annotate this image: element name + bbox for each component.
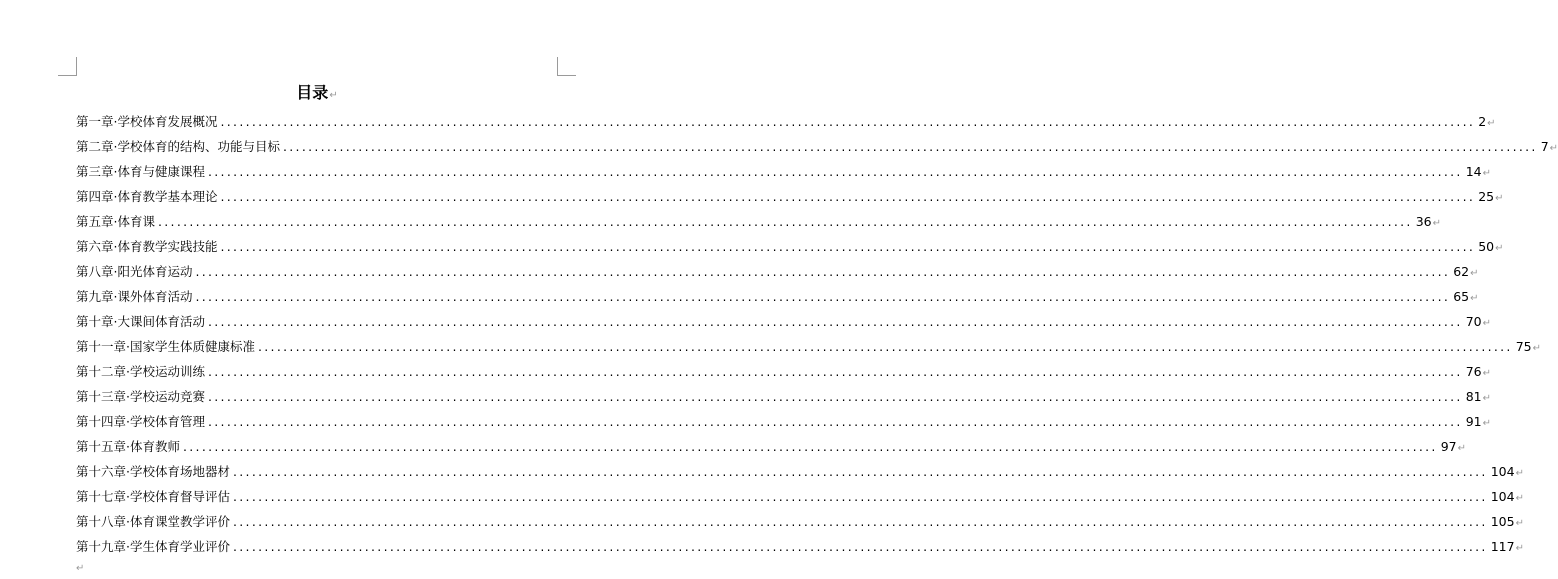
toc-entry-chapter: 第十一章 [76,339,127,354]
toc-entry-separator: · [126,364,130,379]
paragraph-mark-icon: ↵ [329,90,338,101]
toc-leader-dots: ........................................................................................................................................................................................................ [283,139,1538,154]
toc-entry-page: 75 [1515,339,1532,354]
toc-entry-title: 体育教学基本理论 [117,189,218,204]
toc-entry-label [76,262,193,282]
toc-entry-label [76,412,205,432]
toc-entry-label [76,312,205,332]
toc-entry[interactable] [76,137,1558,162]
toc-leader-dots: ........................................................................................................................................................................................................ [195,264,1451,279]
toc-entry-chapter: 第八章 [76,264,114,279]
toc-entry-chapter: 第十七章 [76,489,127,504]
toc-entry[interactable] [76,487,1524,512]
toc-entry-separator: · [113,264,118,279]
toc-entry[interactable] [76,162,1491,187]
toc-entry-page: 2 [1478,114,1487,129]
paragraph-mark-icon: ↵ [1482,393,1491,404]
toc-title-text: 目录 [296,83,329,102]
toc-entry-page: 62 [1453,264,1470,279]
toc-entry[interactable] [76,187,1504,212]
paragraph-mark-icon: ↵ [1482,368,1491,379]
toc-entry-chapter: 第九章 [76,289,114,304]
toc-entry-page: 104 [1490,489,1515,504]
toc-entry-chapter: 第十四章 [76,414,127,429]
paragraph-mark-icon: ↵ [1482,418,1491,429]
toc-entry[interactable] [76,512,1524,537]
toc-entry-page: 7 [1540,139,1549,154]
toc-entry-separator: · [113,214,118,229]
toc-entry-title: 体育教师 [130,439,181,454]
toc-entry[interactable] [76,387,1491,412]
toc-entry-page: 97 [1440,439,1457,454]
toc-entry-title: 体育与健康课程 [117,164,206,179]
toc-leader-dots: ........................................................................................................................................................................................................ [233,514,1488,529]
toc-entry-separator: · [113,164,118,179]
toc-entry-title: 体育课 [117,214,156,229]
toc-leader-dots: ........................................................................................................................................................................................................ [195,289,1451,304]
paragraph-mark-icon: ↵ [1515,493,1524,504]
toc-leader-dots: ........................................................................................................................................................................................................ [208,389,1463,404]
toc-leader-dots: ........................................................................................................................................................................................................ [208,314,1463,329]
toc-entry-label [76,387,205,407]
toc-entry[interactable] [76,412,1491,437]
toc-entry-chapter: 第十九章 [76,539,127,554]
toc-leader-dots: ........................................................................................................................................................................................................ [208,414,1463,429]
toc-entry-chapter: 第十二章 [76,364,127,379]
toc-entry-chapter: 第二章 [76,139,114,154]
toc-entry-page: 14 [1465,164,1482,179]
paragraph-mark-icon: ↵ [1495,243,1504,254]
paragraph-mark-icon: ↵ [1515,543,1524,554]
toc-entry-chapter: 第十八章 [76,514,127,529]
toc-entry-separator: · [113,114,118,129]
toc-entry-title: 阳光体育运动 [117,264,193,279]
toc-entry-title: 学校运动训练 [130,364,206,379]
toc-leader-dots: ........................................................................................................................................................................................................ [258,339,1513,354]
toc-entry-title: 学校体育管理 [130,414,206,429]
paragraph-mark-icon: ↵ [1515,468,1524,479]
toc-entry-chapter: 第六章 [76,239,114,254]
toc-entry-page: 25 [1478,189,1495,204]
toc-entry-label [76,187,218,207]
toc-entry-separator: · [113,139,118,154]
toc-entry-separator: · [113,289,118,304]
toc-entry[interactable] [76,262,1479,287]
toc-entry-title: 课外体育活动 [117,289,193,304]
crop-mark-top-right [557,57,576,76]
toc-entry-separator: · [126,414,130,429]
toc-entry[interactable] [76,337,1541,362]
toc-entry-separator: · [126,439,130,454]
toc-entry-page: 70 [1465,314,1482,329]
paragraph-mark-icon: ↵ [1515,518,1524,529]
toc-entry[interactable] [76,437,1466,462]
paragraph-mark-icon: ↵ [1470,268,1479,279]
toc-entry-label [76,162,205,182]
toc-entry-title: 学校体育发展概况 [117,114,218,129]
paragraph-mark-icon: ↵ [1457,443,1466,454]
toc-entry-chapter: 第五章 [76,214,114,229]
toc-entry-title: 国家学生体质健康标准 [130,339,256,354]
toc-entry-title: 学生体育学业评价 [130,539,231,554]
crop-mark-top-left [58,57,77,76]
toc-entry-label [76,462,230,482]
toc-entry-page: 105 [1490,514,1515,529]
toc-entry-chapter: 第十五章 [76,439,127,454]
toc-leader-dots: ........................................................................................................................................................................................................ [208,164,1463,179]
toc-entry-page: 36 [1415,214,1432,229]
toc-entry-chapter: 第三章 [76,164,114,179]
toc-entry-separator: · [113,239,118,254]
toc-entry[interactable] [76,287,1479,312]
toc-entry-title: 体育课堂教学评价 [130,514,231,529]
paragraph-mark-icon: ↵ [1487,118,1496,129]
toc-entry-separator: · [126,489,130,504]
toc-entry-label [76,487,230,507]
toc-entry-label [76,537,230,557]
toc-entry[interactable] [76,237,1504,262]
toc-entry[interactable] [76,362,1491,387]
toc-entry-title: 学校体育督导评估 [130,489,231,504]
toc-entry-label [76,287,193,307]
toc-entry-label [76,337,255,357]
toc-entry-title: 学校运动竞赛 [130,389,206,404]
toc-entry-page: 104 [1490,464,1515,479]
toc-entry-page: 76 [1465,364,1482,379]
paragraph-mark-icon: ↵ [1532,343,1541,354]
toc-entry[interactable] [76,312,1491,337]
toc-entry-title: 大课间体育活动 [117,314,206,329]
toc-entry-separator: · [126,339,130,354]
paragraph-mark-icon: ↵ [1482,318,1491,329]
toc-entry-page: 117 [1490,539,1515,554]
toc-entry-title: 学校体育场地器材 [130,464,231,479]
toc-entry-chapter: 第十章 [76,314,114,329]
toc-entry-separator: · [126,464,130,479]
toc-entry-page: 50 [1478,239,1495,254]
toc-entry[interactable] [76,112,1496,137]
toc-entry[interactable] [76,537,1524,562]
toc-entry-label [76,237,218,257]
toc-entry-separator: · [113,314,118,329]
toc-entry-label [76,112,218,132]
toc-entry-separator: · [126,539,130,554]
toc-leader-dots: ........................................................................................................................................................................................................ [233,489,1488,504]
paragraph-mark-icon: ↵ [76,563,85,574]
toc-leader-dots: ........................................................................................................................................................................................................ [233,539,1488,554]
toc-entry-label [76,437,180,457]
toc-entry-page: 81 [1465,389,1482,404]
toc-entry-title: 学校体育的结构、功能与目标 [117,139,281,154]
table-of-contents [76,112,1558,562]
toc-title [0,82,634,104]
toc-entry[interactable] [76,212,1441,237]
paragraph-mark-icon: ↵ [1495,193,1504,204]
toc-entry-label [76,212,155,232]
toc-leader-dots: ........................................................................................................................................................................................................ [183,439,1438,454]
toc-entry-chapter: 第十三章 [76,389,127,404]
toc-entry-page: 91 [1465,414,1482,429]
paragraph-mark-icon: ↵ [1432,218,1441,229]
toc-entry-separator: · [126,514,130,529]
toc-entry-title: 体育教学实践技能 [117,239,218,254]
toc-entry-chapter: 第一章 [76,114,114,129]
toc-leader-dots: ........................................................................................................................................................................................................ [158,214,1413,229]
toc-leader-dots: ........................................................................................................................................................................................................ [220,189,1476,204]
toc-leader-dots: ........................................................................................................................................................................................................ [208,364,1463,379]
toc-entry-chapter: 第十六章 [76,464,127,479]
paragraph-mark-icon: ↵ [1549,143,1558,154]
toc-entry-chapter: 第四章 [76,189,114,204]
paragraph-mark-icon: ↵ [1470,293,1479,304]
toc-entry-page: 65 [1453,289,1470,304]
toc-entry-separator: · [113,189,118,204]
toc-entry[interactable] [76,462,1524,487]
toc-entry-label [76,512,230,532]
paragraph-mark-icon: ↵ [1482,168,1491,179]
toc-leader-dots: ........................................................................................................................................................................................................ [220,239,1476,254]
toc-entry-separator: · [126,389,130,404]
toc-leader-dots: ........................................................................................................................................................................................................ [233,464,1488,479]
toc-leader-dots: ........................................................................................................................................................................................................ [220,114,1476,129]
toc-entry-label [76,362,205,382]
toc-entry-label [76,137,280,157]
